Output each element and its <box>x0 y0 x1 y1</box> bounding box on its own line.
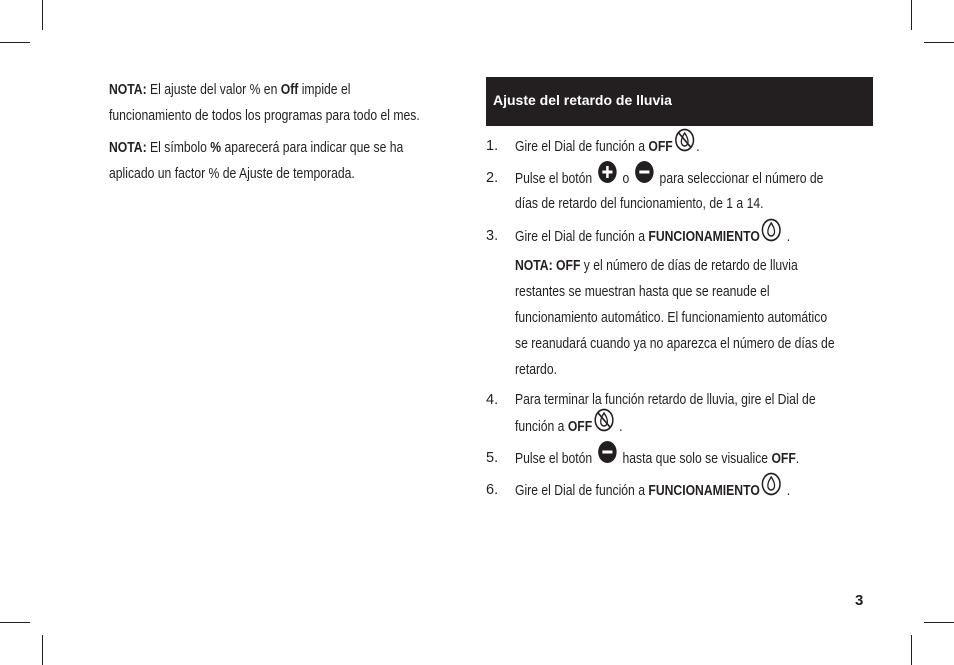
off-dial-icon <box>594 408 614 441</box>
steps-list <box>486 133 886 509</box>
crop-mark <box>0 42 30 43</box>
minus-button-icon <box>634 160 654 193</box>
list-item: 6. Gire el Dial de función a FUNCIONAMIENTO . <box>486 477 886 503</box>
crop-mark <box>42 635 43 665</box>
crop-mark <box>0 622 30 623</box>
list-item: 1. Gire el Dial de función a OFF . <box>486 133 886 159</box>
list-item: 4. Para terminar la función retardo de lluvia, gire el Dial de función a OFF . <box>486 387 886 439</box>
crop-mark <box>911 0 912 30</box>
list-item: 2. Pulse el botón o para seleccionar el número de días de retardo del funcionamiento, de 1 a 14. <box>486 165 886 217</box>
list-item: 3. Gire el Dial de función a FUNCIONAMIENTO . <box>486 223 886 249</box>
crop-mark <box>924 42 954 43</box>
crop-mark <box>911 635 912 665</box>
section-title: Ajuste del retardo de lluvia <box>493 92 672 108</box>
left-column <box>109 77 539 193</box>
note-percent-symbol: NOTA: El símbolo % aparecerá para indicar que se ha aplicado un factor % de Ajuste de temporada. <box>109 140 404 182</box>
minus-button-icon <box>597 440 617 473</box>
plus-button-icon <box>597 160 617 193</box>
page-number: 3 <box>855 592 864 609</box>
list-item: 5. Pulse el botón hasta que solo se visualice OFF. <box>486 445 886 471</box>
crop-mark <box>924 622 954 623</box>
section-header <box>486 77 873 126</box>
step3-note: NOTA: OFF y el número de días de retardo de lluvia restantes se muestran hasta que se reanude el funcionamiento automático. El funcionamiento automático se reanudará cuando ya no aparezca el número de días de retardo. <box>515 258 835 378</box>
run-dial-icon <box>761 218 781 251</box>
note-off-setting: NOTA: El ajuste del valor % en Off impide el funcionamiento de todos los programas para todo el mes. <box>109 82 420 124</box>
crop-mark <box>42 0 43 30</box>
off-dial-icon <box>674 128 694 161</box>
run-dial-icon <box>761 472 781 505</box>
